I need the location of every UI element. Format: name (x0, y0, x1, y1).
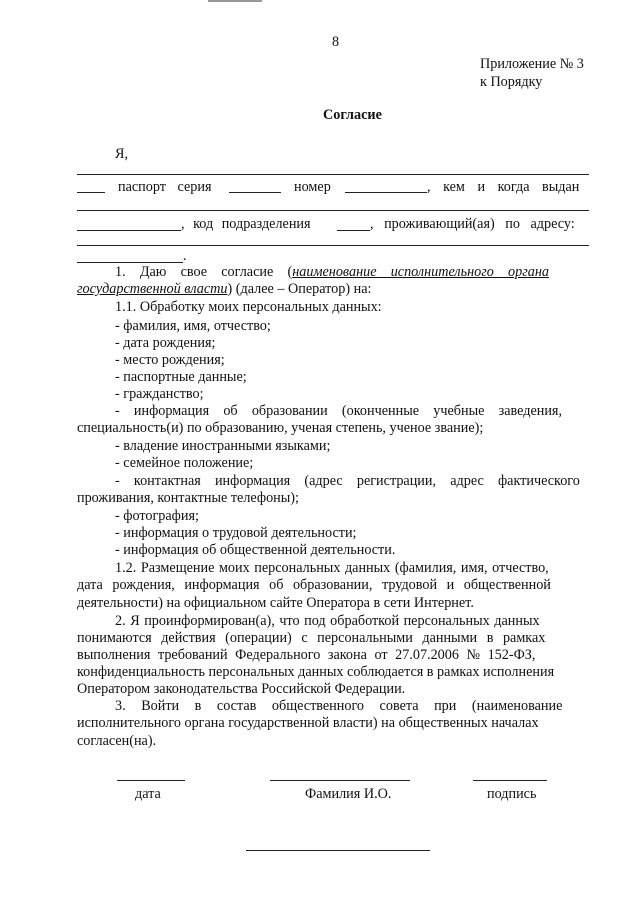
issued-blank (77, 210, 589, 211)
page-number: 8 (332, 34, 340, 50)
list-item: - информация об общественной деятельности. (115, 542, 396, 558)
education-line-1: - информация об образовании (оконченные учебные заведения, (115, 403, 562, 419)
p2-line-4: конфиденциальность персональных данных соблюдается в рамках исполнения (77, 664, 555, 680)
address-end: . (183, 248, 187, 264)
p12-line-1: 1.2. Размещение моих персональных данных (фамилия, имя, отчество, (115, 560, 549, 576)
p2-line-3: выполнения требований Федерального закона от 27.07.2006 № 152-ФЗ, (77, 647, 536, 663)
name-caption: Фамилия И.О. (305, 786, 392, 802)
residence-label: , проживающий(ая) по адресу: (370, 216, 575, 232)
blank-prefix (77, 192, 105, 193)
p3-line-2: исполнительного органа государственной власти) на общественных началах (77, 715, 539, 731)
para1-lead (115, 264, 549, 281)
address-blank-2 (77, 262, 183, 263)
date-signature-line (117, 780, 185, 781)
code-label: , код подразделения (181, 216, 311, 232)
list-item: - информация о трудовой деятельности; (115, 525, 357, 541)
list-item: - семейное положение; (115, 455, 254, 471)
education-line-2: специальность(и) по образованию, ученая степень, ученое звание); (77, 420, 484, 436)
p3-line-1: 3. Войти в состав общественного совета при (наименование (115, 698, 563, 714)
fullname-blank (77, 174, 589, 175)
para1-lead-text: 1. Даю свое согласие ( (115, 264, 293, 280)
p3-line-3: согласен(на). (77, 733, 157, 749)
list-intro: 1.1. Обработку моих персональных данных: (115, 299, 382, 315)
date-blank (77, 230, 181, 231)
address-blank-1 (77, 245, 589, 246)
organ-name-italic-2: государственной власти (77, 281, 228, 297)
appendix-line-1: Приложение № 3 (480, 56, 584, 72)
p2-line-2: понимаются действия (операции) с персональными данными в рамках (77, 630, 546, 646)
list-item: - гражданство; (115, 386, 204, 402)
contact-line-2: проживания, контактные телефоны); (77, 490, 299, 506)
code-blank (337, 230, 370, 231)
para1-rest: ) (далее – Оператор) на: (227, 281, 372, 297)
p12-line-3: деятельности) на официальном сайте Оператора в сети Интернет. (77, 595, 474, 611)
appendix-line-2: к Порядку (480, 74, 543, 90)
p2-line-1: 2. Я проинформирован(а), что под обработкой персональных данных (115, 613, 540, 629)
scan-mark (208, 0, 262, 2)
ya-label: Я, (115, 146, 129, 162)
list-item: - фотография; (115, 508, 199, 524)
date-caption: дата (135, 786, 161, 802)
sign-caption: подпись (487, 786, 537, 802)
number-blank (345, 192, 427, 193)
passport-series-label: паспорт серия (118, 179, 212, 195)
bottom-separator (246, 850, 430, 851)
sign-signature-line (473, 780, 547, 781)
name-signature-line (270, 780, 410, 781)
list-item: - место рождения; (115, 352, 225, 368)
document-title: Согласие (323, 107, 382, 123)
p2-line-5: Оператором законодательства Российской Федерации. (77, 681, 406, 697)
organ-name-italic-1: наименование исполнительного органа (292, 264, 549, 280)
list-item: - владение иностранными языками; (115, 438, 331, 454)
list-item: - дата рождения; (115, 335, 216, 351)
issued-by-label: , кем и когда выдан (427, 179, 580, 195)
para1-cont (77, 281, 371, 298)
list-item: - фамилия, имя, отчество; (115, 318, 271, 334)
number-label: номер (294, 179, 331, 195)
contact-line-1: - контактная информация (адрес регистрации, адрес фактического (115, 473, 580, 489)
series-blank (229, 192, 281, 193)
list-item: - паспортные данные; (115, 369, 247, 385)
p12-line-2: дата рождения, информация об образовании, трудовой и общественной (77, 577, 551, 593)
